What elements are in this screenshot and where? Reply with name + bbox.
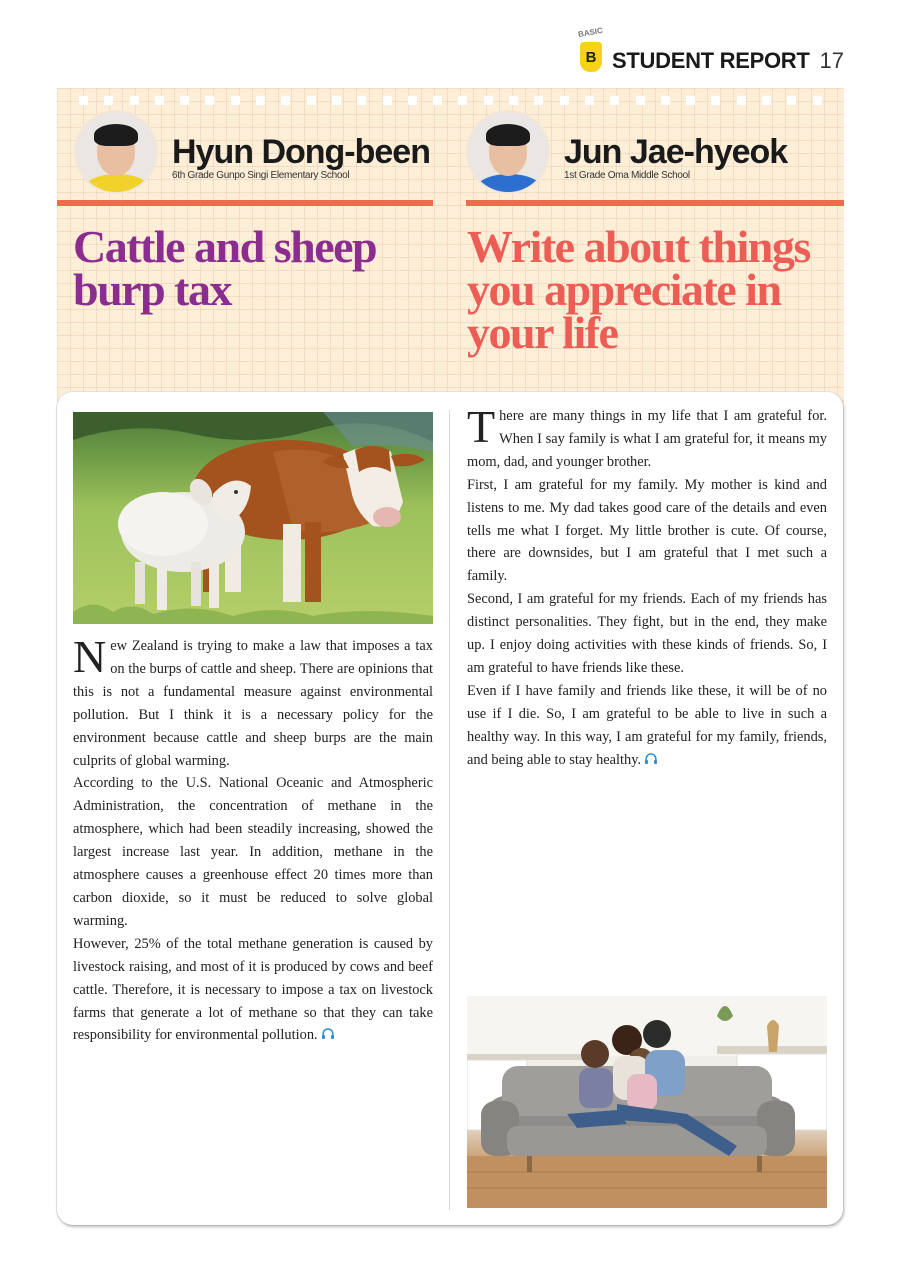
- author-school: 1st Grade Oma Middle School: [564, 169, 690, 181]
- paragraph: Second, I am grateful for my friends. Each of my friends has distinct personalities. They fight, but in the end, they make up. I enjoy doing activities with these kinds of friends. So, I am grateful to have friends like these.: [467, 591, 827, 676]
- family-illustration: [467, 996, 827, 1208]
- paragraph: However, 25% of the total methane generation is caused by livestock raising, and most of it is produced by cows and beef cattle. Therefore, it is necessary to impose a tax on livestock farms that generate a lot of methane so that they can take responsibility for environmental pollution.: [73, 935, 433, 1044]
- page-header: [577, 25, 844, 74]
- perforation-row: [79, 96, 822, 105]
- accent-rule: [466, 200, 844, 206]
- perforation-dot: [534, 96, 543, 105]
- perforation-dot: [408, 96, 417, 105]
- perforation-dot: [104, 96, 113, 105]
- perforation-dot: [509, 96, 518, 105]
- perforation-dot: [787, 96, 796, 105]
- article-body-left: [73, 631, 433, 1047]
- perforation-dot: [180, 96, 189, 105]
- perforation-dot: [585, 96, 594, 105]
- cow-sheep-illustration: [73, 412, 433, 624]
- cow-sheep-photo: [73, 412, 433, 624]
- logo-small-text: BASIC: [577, 25, 604, 40]
- perforation-dot: [205, 96, 214, 105]
- accent-rule: [57, 200, 433, 206]
- paragraph: There are many things in my life that I am grateful for. When I say family is what I am grateful for, it means my mom, dad, and younger brother.: [467, 401, 827, 470]
- avatar: [74, 110, 158, 194]
- perforation-dot: [711, 96, 720, 105]
- perforation-dot: [661, 96, 670, 105]
- drop-cap: N: [73, 631, 107, 682]
- perforation-dot: [762, 96, 771, 105]
- perforation-dot: [686, 96, 695, 105]
- logo-letter: B: [580, 42, 602, 72]
- perforation-dot: [281, 96, 290, 105]
- perforation-dot: [130, 96, 139, 105]
- paragraph: First, I am grateful for my family. My mother is kind and listens to me. My dad takes good care of the details and even tells me what I forget. My little brother is cute. Of course, there are downsides, but I am grateful that I met such a family.: [467, 476, 827, 585]
- article-body-right: [467, 401, 827, 772]
- article-title-left: Cattle and sheep burp tax: [73, 221, 377, 315]
- perforation-dot: [636, 96, 645, 105]
- perforation-dot: [332, 96, 341, 105]
- article-title-right: Write about things you appreciate in your life: [467, 221, 810, 358]
- perforation-dot: [560, 96, 569, 105]
- section-title: STUDENT REPORT: [612, 48, 810, 73]
- perforation-dot: [433, 96, 442, 105]
- perforation-dot: [79, 96, 88, 105]
- author-left: [74, 110, 430, 194]
- page-number: 17: [819, 48, 844, 73]
- column-divider: [449, 410, 450, 1210]
- perforation-dot: [256, 96, 265, 105]
- perforation-dot: [737, 96, 746, 105]
- author-name: Hyun Dong-been: [172, 132, 430, 171]
- author-name: Jun Jae-hyeok: [564, 132, 788, 171]
- author-right: [466, 110, 787, 194]
- author-school: 6th Grade Gunpo Singi Elementary School: [172, 169, 350, 181]
- perforation-dot: [155, 96, 164, 105]
- perforation-dot: [458, 96, 467, 105]
- paragraph: Even if I have family and friends like these, it will be of no use if I die. So, I am grateful to be able to live in such a healthy way. In this way, I am grateful for my family, friends, and being able to stay healthy.: [467, 682, 827, 768]
- perforation-dot: [484, 96, 493, 105]
- headphone-icon: [321, 1028, 335, 1040]
- perforation-dot: [610, 96, 619, 105]
- perforation-dot: [231, 96, 240, 105]
- paragraph: New Zealand is trying to make a law that imposes a tax on the burps of cattle and sheep. There are opinions that this is not a fundamental measure against environmental pollution. But I think it is a necessary policy for the environment because cattle and sheep burps are the main culprits of global warming.: [73, 631, 433, 769]
- avatar: [466, 110, 550, 194]
- perforation-dot: [383, 96, 392, 105]
- perforation-dot: [307, 96, 316, 105]
- perforation-dot: [357, 96, 366, 105]
- family-photo: [467, 996, 827, 1208]
- drop-cap: T: [467, 401, 496, 452]
- headphone-icon: [644, 753, 658, 765]
- basic-logo: [577, 25, 606, 74]
- paragraph: According to the U.S. National Oceanic and Atmospheric Administration, the concentration of methane in the atmosphere, which had been steadily increasing, showed the largest increase last year. In addition, methane in the atmosphere causes a greenhouse effect 20 times more than carbon dioxide, so it must be reduced to solve global warming.: [73, 775, 433, 929]
- perforation-dot: [813, 96, 822, 105]
